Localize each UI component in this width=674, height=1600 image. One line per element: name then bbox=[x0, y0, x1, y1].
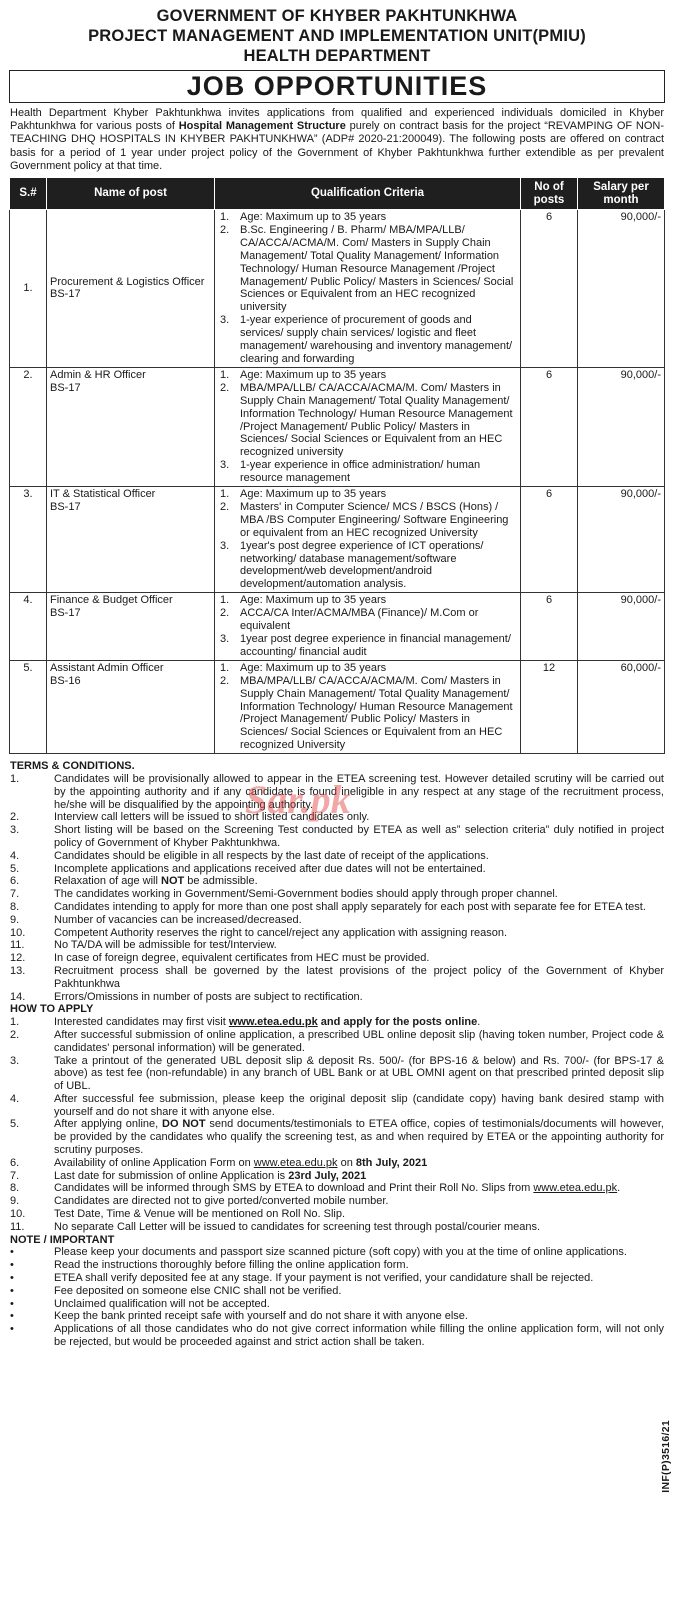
apply-step-text-part: . bbox=[477, 1016, 481, 1029]
row-sno: 3. bbox=[10, 487, 47, 593]
apply-step-text bbox=[54, 1195, 664, 1208]
apply-step bbox=[10, 1157, 664, 1170]
qualification-text: 1year post degree experience in financial management/ accounting/ financial audit bbox=[240, 633, 511, 658]
term-item-number: 13. bbox=[10, 964, 26, 977]
term-item-text-part: Candidates intending to apply for more than one post shall apply separately for each post with separate fee for ETEA test. bbox=[54, 900, 646, 913]
apply-step bbox=[10, 1208, 664, 1221]
header-posts: No of posts bbox=[521, 178, 578, 210]
note-item bbox=[10, 1246, 664, 1259]
apply-step-text-part: Take a printout of the generated UBL deposit slip & deposit Rs. 500/- (for BPS-16 & below) and Rs. 700/- (for BPS-17 & above) as test fee (non-refundable) in any branch of UBL Bank or at UBL OMNI agent on that prescribed printed deposit slip of UBL. bbox=[54, 1054, 664, 1093]
note-item-text bbox=[54, 1272, 664, 1285]
note-item-text bbox=[54, 1246, 664, 1259]
header-qualification: Qualification Criteria bbox=[215, 178, 521, 210]
row-post bbox=[47, 660, 215, 753]
apply-step-text bbox=[54, 1055, 664, 1093]
apply-step-text bbox=[54, 1157, 664, 1170]
term-item-text bbox=[54, 773, 664, 811]
term-item-text bbox=[54, 991, 664, 1004]
posts-table bbox=[9, 177, 665, 754]
term-item bbox=[10, 914, 664, 927]
apply-step bbox=[10, 1118, 664, 1156]
qualification-item bbox=[218, 501, 517, 540]
term-item bbox=[10, 875, 664, 888]
bold-text: NOT bbox=[161, 875, 185, 888]
row-qualifications bbox=[215, 367, 521, 486]
term-item-text-part: Relaxation of age will bbox=[54, 875, 162, 888]
term-item bbox=[10, 824, 664, 850]
bold-text: 23rd July, 2021 bbox=[288, 1169, 367, 1182]
qualification-number: 1. bbox=[220, 211, 230, 224]
qualification-number: 3. bbox=[220, 539, 230, 552]
post-name: Finance & Budget Officer bbox=[50, 594, 173, 607]
apply-step-text bbox=[54, 1182, 664, 1195]
term-item-text-part: Recruitment process shall be governed by the latest provisions of the project policy of the Government of Khyber Pakhtunkhwa bbox=[54, 964, 664, 990]
term-item-text bbox=[54, 952, 664, 965]
qualification-text: Age: Maximum up to 35 years bbox=[240, 488, 387, 501]
intro-text-1: Health Department Khyber Pakhtunkhwa invites applications from qualified and experienced individuals domiciled in Khyber Pakhtunkhwa for various posts of bbox=[10, 107, 664, 133]
note-item bbox=[10, 1298, 664, 1311]
row-salary: 90,000/- bbox=[578, 487, 665, 593]
term-item-text-part: Interview call letters will be issued to short listed candidates only. bbox=[54, 811, 370, 824]
post-name: Admin & HR Officer bbox=[50, 368, 146, 381]
term-item-number: 12. bbox=[10, 952, 26, 965]
qualification-text: Age: Maximum up to 35 years bbox=[240, 661, 387, 674]
note-item bbox=[10, 1323, 664, 1349]
term-item-text-part: Candidates should be eligible in all respects by the last date of receipt of the applications. bbox=[54, 849, 489, 862]
website-link[interactable]: www.etea.edu.pk bbox=[533, 1182, 618, 1195]
row-sno: 1. bbox=[10, 210, 47, 368]
note-item-text-part: Read the instructions thoroughly before filling the online application form. bbox=[54, 1259, 409, 1272]
apply-step-text-part: on bbox=[337, 1156, 356, 1169]
term-item bbox=[10, 888, 664, 901]
row-salary: 90,000/- bbox=[578, 367, 665, 486]
term-item-number: 2. bbox=[10, 811, 20, 824]
apply-step-text-part: Last date for submission of online Application is bbox=[54, 1169, 289, 1182]
note-item-text-part: ETEA shall verify deposited fee at any stage. If your payment is not verified, your candidature shall be rejected. bbox=[54, 1272, 594, 1285]
apply-step-text bbox=[54, 1208, 664, 1221]
apply-step-number: 4. bbox=[10, 1092, 20, 1105]
post-grade: BS-17 bbox=[50, 500, 81, 513]
note-item-number: • bbox=[10, 1310, 14, 1323]
term-item-text bbox=[54, 914, 664, 927]
qualification-text: MBA/MPA/LLB/ CA/ACCA/ACMA/M. Com/ Masters in Supply Chain Management/ Total Quality Management/ Information Technology/ Human Resource Management /Project Management/ Public Policy/ Masters in Sciences/ Social Sciences or Equivalent from an HEC recognized University bbox=[240, 674, 513, 752]
post-grade: BS-17 bbox=[50, 607, 81, 620]
term-item-text-part: Competent Authority reserves the right to cancel/reject any application with assigning reason. bbox=[54, 926, 508, 939]
terms-title: TERMS & CONDITIONS. bbox=[10, 760, 135, 773]
qualification-text: ACCA/CA Inter/ACMA/MBA (Finance)/ M.Com or equivalent bbox=[240, 607, 479, 633]
row-sno: 5. bbox=[10, 660, 47, 753]
row-sno: 2. bbox=[10, 367, 47, 486]
apply-step bbox=[10, 1016, 664, 1029]
note-item bbox=[10, 1285, 664, 1298]
bold-text: DO NOT bbox=[162, 1118, 206, 1131]
row-posts-count: 12 bbox=[521, 660, 578, 753]
term-item-text bbox=[54, 811, 664, 824]
note-item-number: • bbox=[10, 1323, 14, 1336]
apply-step-text bbox=[54, 1118, 664, 1156]
apply-step-text bbox=[54, 1170, 664, 1183]
term-item-number: 9. bbox=[10, 913, 20, 926]
apply-step bbox=[10, 1029, 664, 1055]
apply-step-text-part: Candidates are directed not to give ported/converted mobile number. bbox=[54, 1195, 389, 1208]
row-salary: 60,000/- bbox=[578, 660, 665, 753]
apply-step-text-part: After successful fee submission, please keep the original deposit slip (candidate copy) having bank desired stamp with yourself and do not share it with anyone else. bbox=[54, 1092, 664, 1118]
row-salary: 90,000/- bbox=[578, 210, 665, 368]
qualification-number: 1. bbox=[220, 594, 230, 607]
term-item-text-part: No TA/DA will be admissible for test/Interview. bbox=[54, 939, 277, 952]
term-item-text bbox=[54, 901, 664, 914]
note-item-text-part: Fee deposited on someone else CNIC shall not be verified. bbox=[54, 1284, 342, 1297]
row-post bbox=[47, 487, 215, 593]
qualification-item bbox=[218, 314, 517, 366]
qualification-item bbox=[218, 540, 517, 592]
term-item-text-part: Errors/Omissions in number of posts are subject to rectification. bbox=[54, 990, 363, 1003]
note-item-number: • bbox=[10, 1272, 14, 1285]
term-item-text-part: be admissible. bbox=[184, 875, 258, 888]
apply-step-text bbox=[54, 1221, 664, 1234]
term-item-text-part: The candidates working in Government/Semi-Government bodies should apply through proper channel. bbox=[54, 888, 558, 901]
apply-step-text-part: . bbox=[617, 1182, 621, 1195]
qualification-item bbox=[218, 662, 517, 675]
term-item-text bbox=[54, 888, 664, 901]
how-to-apply-list bbox=[10, 1016, 664, 1234]
note-item-text bbox=[54, 1259, 664, 1272]
term-item-number: 1. bbox=[10, 772, 20, 785]
term-item-text bbox=[54, 824, 664, 850]
apply-step-text-part: No separate Call Letter will be issued to candidates for screening test through postal/courier means. bbox=[54, 1220, 541, 1233]
website-link[interactable]: www.etea.edu.pk bbox=[228, 1016, 318, 1029]
header-salary: Salary per month bbox=[578, 178, 665, 210]
term-item bbox=[10, 811, 664, 824]
how-to-apply-title: HOW TO APPLY bbox=[10, 1003, 94, 1016]
apply-step bbox=[10, 1195, 664, 1208]
post-name: Procurement & Logistics Officer bbox=[50, 275, 205, 288]
qualification-number: 2. bbox=[220, 500, 230, 513]
post-name: Assistant Admin Officer bbox=[50, 661, 164, 674]
qualification-text: 1-year experience in office administration/ human resource management bbox=[240, 459, 481, 485]
qualification-number: 2. bbox=[220, 607, 230, 620]
table-header-row bbox=[10, 178, 665, 210]
note-item-text bbox=[54, 1285, 664, 1298]
qualification-number: 2. bbox=[220, 223, 230, 236]
qualification-text: Age: Maximum up to 35 years bbox=[240, 368, 387, 381]
term-item bbox=[10, 901, 664, 914]
term-item-text-part: Incomplete applications and applications received after due dates will not be entertained. bbox=[54, 862, 486, 875]
term-item-number: 10. bbox=[10, 926, 26, 939]
header-post: Name of post bbox=[47, 178, 215, 210]
note-item-number: • bbox=[10, 1297, 14, 1310]
note-item-text bbox=[54, 1323, 664, 1349]
table-row bbox=[10, 487, 665, 593]
qualification-list bbox=[218, 211, 517, 366]
note-item-text bbox=[54, 1310, 664, 1323]
term-item-text bbox=[54, 927, 664, 940]
apply-step-number: 1. bbox=[10, 1016, 20, 1029]
term-item-number: 14. bbox=[10, 990, 26, 1003]
post-grade: BS-16 bbox=[50, 674, 81, 687]
term-item-number: 7. bbox=[10, 888, 20, 901]
term-item bbox=[10, 850, 664, 863]
row-post bbox=[47, 593, 215, 661]
qualification-text: 1year's post degree experience of ICT operations/ networking/ database management/software development/web development/android development/automation analysis. bbox=[240, 539, 484, 591]
term-item bbox=[10, 965, 664, 991]
term-item-number: 8. bbox=[10, 900, 20, 913]
apply-step-number: 6. bbox=[10, 1156, 20, 1169]
apply-step-number: 5. bbox=[10, 1118, 20, 1131]
term-item-text bbox=[54, 939, 664, 952]
qualification-text: MBA/MPA/LLB/ CA/ACCA/ACMA/M. Com/ Masters in Supply Chain Management/ Total Quality Management/ Information Technology/ Human Resource Management /Project Management/ Public Policy/ Masters in Sciences/ Social Sciences or Equivalent from an HEC recognized university bbox=[240, 381, 513, 459]
intro-bold: Hospital Management Structure bbox=[178, 120, 346, 133]
qualification-number: 3. bbox=[220, 314, 230, 327]
term-item bbox=[10, 927, 664, 940]
header bbox=[0, 6, 674, 66]
row-salary: 90,000/- bbox=[578, 593, 665, 661]
term-item-text-part: Candidates will be provisionally allowed to appear in the ETEA screening test. However detailed scrutiny will be carried out by the appointing authority and if any candidate is found ineligible in any respect at any stage of the recruitment process, he/she will be disqualified by the appointing authority. bbox=[54, 772, 664, 811]
intro-paragraph bbox=[10, 107, 664, 173]
apply-step-text-part: Candidates will be informed through SMS by ETEA to download and Print their Roll No. Slips from bbox=[54, 1182, 534, 1195]
note-item-number: • bbox=[10, 1259, 14, 1272]
qualification-list bbox=[218, 662, 517, 752]
apply-step-number: 8. bbox=[10, 1182, 20, 1195]
qualification-text: Age: Maximum up to 35 years bbox=[240, 211, 387, 224]
term-item-text-part: In case of foreign degree, equivalent certificates from HEC must be provided. bbox=[54, 952, 430, 965]
note-item-number: • bbox=[10, 1284, 14, 1297]
header-sno: S.# bbox=[10, 178, 47, 210]
note-item bbox=[10, 1272, 664, 1285]
qualification-item bbox=[218, 488, 517, 501]
qualification-item bbox=[218, 633, 517, 659]
qualification-number: 1. bbox=[220, 488, 230, 501]
apply-step-text bbox=[54, 1029, 664, 1055]
note-item-text-part: Applications of all those candidates who do not give correct information while filling the online application form, will not only be rejected, but would be proceeded against and strict action shall be taken. bbox=[54, 1323, 664, 1349]
qualification-list bbox=[218, 369, 517, 485]
term-item bbox=[10, 773, 664, 811]
apply-step-number: 3. bbox=[10, 1054, 20, 1067]
term-item-number: 6. bbox=[10, 875, 20, 888]
term-item bbox=[10, 991, 664, 1004]
note-item bbox=[10, 1259, 664, 1272]
term-item-text bbox=[54, 863, 664, 876]
qualification-text: Masters' in Computer Science/ MCS / BSCS (Hons) / MBA /BS Computer Engineering/ Software Engineering or equivalent from an HEC recognized University bbox=[240, 500, 509, 539]
row-qualifications bbox=[215, 660, 521, 753]
apply-step bbox=[10, 1221, 664, 1234]
header-unit: PROJECT MANAGEMENT AND IMPLEMENTATION UNIT(PMIU) bbox=[88, 27, 586, 45]
term-item-number: 11. bbox=[10, 939, 25, 952]
term-item-text bbox=[54, 965, 664, 991]
row-posts-count: 6 bbox=[521, 210, 578, 368]
term-item-number: 5. bbox=[10, 862, 20, 875]
qualification-item bbox=[218, 675, 517, 752]
header-department: HEALTH DEPARTMENT bbox=[243, 47, 431, 65]
term-item bbox=[10, 939, 664, 952]
apply-step bbox=[10, 1093, 664, 1119]
note-item-text-part: Unclaimed qualification will not be accepted. bbox=[54, 1297, 270, 1310]
post-name: IT & Statistical Officer bbox=[50, 488, 156, 501]
table-row bbox=[10, 367, 665, 486]
table-row bbox=[10, 660, 665, 753]
terms-list bbox=[10, 773, 664, 1003]
apply-step-text-part: Test Date, Time & Venue will be mentioned on Roll No. Slip. bbox=[54, 1208, 346, 1221]
apply-step-number: 2. bbox=[10, 1028, 20, 1041]
apply-step bbox=[10, 1055, 664, 1093]
table-row bbox=[10, 593, 665, 661]
qualification-number: 3. bbox=[220, 633, 230, 646]
watermark-text: Sar.pk bbox=[245, 777, 351, 822]
row-sno: 4. bbox=[10, 593, 47, 661]
apply-step-text-part: send documents/testimonials to ETEA office, copies of testimonials/documents will however, be provided by the candidates who qualify the screening test, as and when required by ETEA or the appointing authority for scrutiny purposes. bbox=[54, 1118, 664, 1157]
qualification-number: 1. bbox=[220, 661, 230, 674]
website-link[interactable]: www.etea.edu.pk bbox=[253, 1156, 338, 1169]
apply-step bbox=[10, 1170, 664, 1183]
term-item-text-part: Short listing will be based on the Screening Test conducted by ETEA as well as” selection criteria” duly notified in project policy of Government of Khyber Pakhtunkhwa. bbox=[54, 824, 664, 849]
qualification-item bbox=[218, 369, 517, 382]
notes-title: NOTE / IMPORTANT bbox=[10, 1233, 115, 1246]
apply-step bbox=[10, 1182, 664, 1195]
reference-number: INF(P)3516/21 bbox=[660, 1420, 672, 1493]
qualification-item bbox=[218, 607, 517, 633]
term-item bbox=[10, 863, 664, 876]
note-item-text bbox=[54, 1298, 664, 1311]
qualification-number: 2. bbox=[220, 381, 230, 394]
header-government: GOVERNMENT OF KHYBER PAKHTUNKHWA bbox=[156, 7, 518, 25]
apply-step-number: 9. bbox=[10, 1195, 20, 1208]
notes-list bbox=[10, 1246, 664, 1348]
row-posts-count: 6 bbox=[521, 487, 578, 593]
term-item-number: 4. bbox=[10, 849, 20, 862]
apply-step-text-part: After applying online, bbox=[54, 1118, 163, 1131]
row-posts-count: 6 bbox=[521, 593, 578, 661]
bold-text: 8th July, 2021 bbox=[355, 1156, 428, 1169]
qualification-item bbox=[218, 594, 517, 607]
apply-step-text bbox=[54, 1016, 664, 1029]
row-post bbox=[47, 210, 215, 368]
row-qualifications bbox=[215, 210, 521, 368]
qualification-text: 1-year experience of procurement of goods and services/ supply chain services/ logistic and fleet management/ warehousing and inventory management/ clearing and forwarding bbox=[240, 314, 513, 365]
note-item-text-part: Keep the bank printed receipt safe with yourself and do not share it with anyone else. bbox=[54, 1310, 468, 1323]
table-row bbox=[10, 210, 665, 368]
term-item-text bbox=[54, 875, 664, 888]
qualification-item bbox=[218, 382, 517, 459]
apply-step-text-part: After successful submission of online application, a prescribed UBL online deposit slip (having token number, Project code & candidates' personal information) will be generated. bbox=[54, 1028, 664, 1054]
job-opportunities-banner: JOB OPPORTUNITIES bbox=[9, 70, 665, 103]
apply-step-text-part: Availability of online Application Form on bbox=[54, 1156, 254, 1169]
qualification-item bbox=[218, 211, 517, 224]
qualification-list bbox=[218, 594, 517, 659]
qualification-item bbox=[218, 459, 517, 485]
apply-step-text-part: and apply for the posts online bbox=[317, 1016, 478, 1029]
apply-step-number: 7. bbox=[10, 1169, 20, 1182]
term-item bbox=[10, 952, 664, 965]
qualification-number: 3. bbox=[220, 459, 230, 472]
note-item-text-part: Please keep your documents and passport size scanned picture (soft copy) with you at the time of online applications. bbox=[54, 1246, 627, 1259]
intro-text-2: purely on contract basis for the project “REVAMPING OF NON-TEACHING DHQ HOSPITALS IN KHYBER PAKHTUNKHWA” (ADP# 2020-21:200049). The following posts are offered on contract basis for a period of 1 year under project policy of the Government of Khyber Pakhtunkhwa further extendible as per prevalent Government policy at that time. bbox=[10, 120, 665, 172]
qualification-text: Age: Maximum up to 35 years bbox=[240, 594, 387, 607]
post-grade: BS-17 bbox=[50, 381, 81, 394]
apply-step-number: 11. bbox=[10, 1220, 25, 1233]
qualification-text: B.Sc. Engineering / B. Pharm/ MBA/MPA/LLB/ CA/ACCA/ACMA/M. Com/ Masters in Supply Chain Management/ Total Quality Management/ Information Technology/ Human Resource Management /Project Management/ Public Policy/ Masters in Sciences/ Social Sciences or Equivalent from an HEC recognized university bbox=[240, 223, 514, 314]
term-item-text bbox=[54, 850, 664, 863]
post-grade: BS-17 bbox=[50, 288, 81, 301]
qualification-number: 1. bbox=[220, 368, 230, 381]
note-item bbox=[10, 1310, 664, 1323]
row-post bbox=[47, 367, 215, 486]
row-qualifications bbox=[215, 593, 521, 661]
apply-step-text bbox=[54, 1093, 664, 1119]
qualification-list bbox=[218, 488, 517, 591]
row-qualifications bbox=[215, 487, 521, 593]
qualification-item bbox=[218, 224, 517, 314]
qualification-number: 2. bbox=[220, 674, 230, 687]
term-item-number: 3. bbox=[10, 824, 20, 837]
note-item-number: • bbox=[10, 1246, 14, 1259]
apply-step-text-part: Interested candidates may first visit bbox=[54, 1016, 229, 1029]
row-posts-count: 6 bbox=[521, 367, 578, 486]
term-item-text-part: Number of vacancies can be increased/decreased. bbox=[54, 913, 302, 926]
apply-step-number: 10. bbox=[10, 1208, 26, 1221]
